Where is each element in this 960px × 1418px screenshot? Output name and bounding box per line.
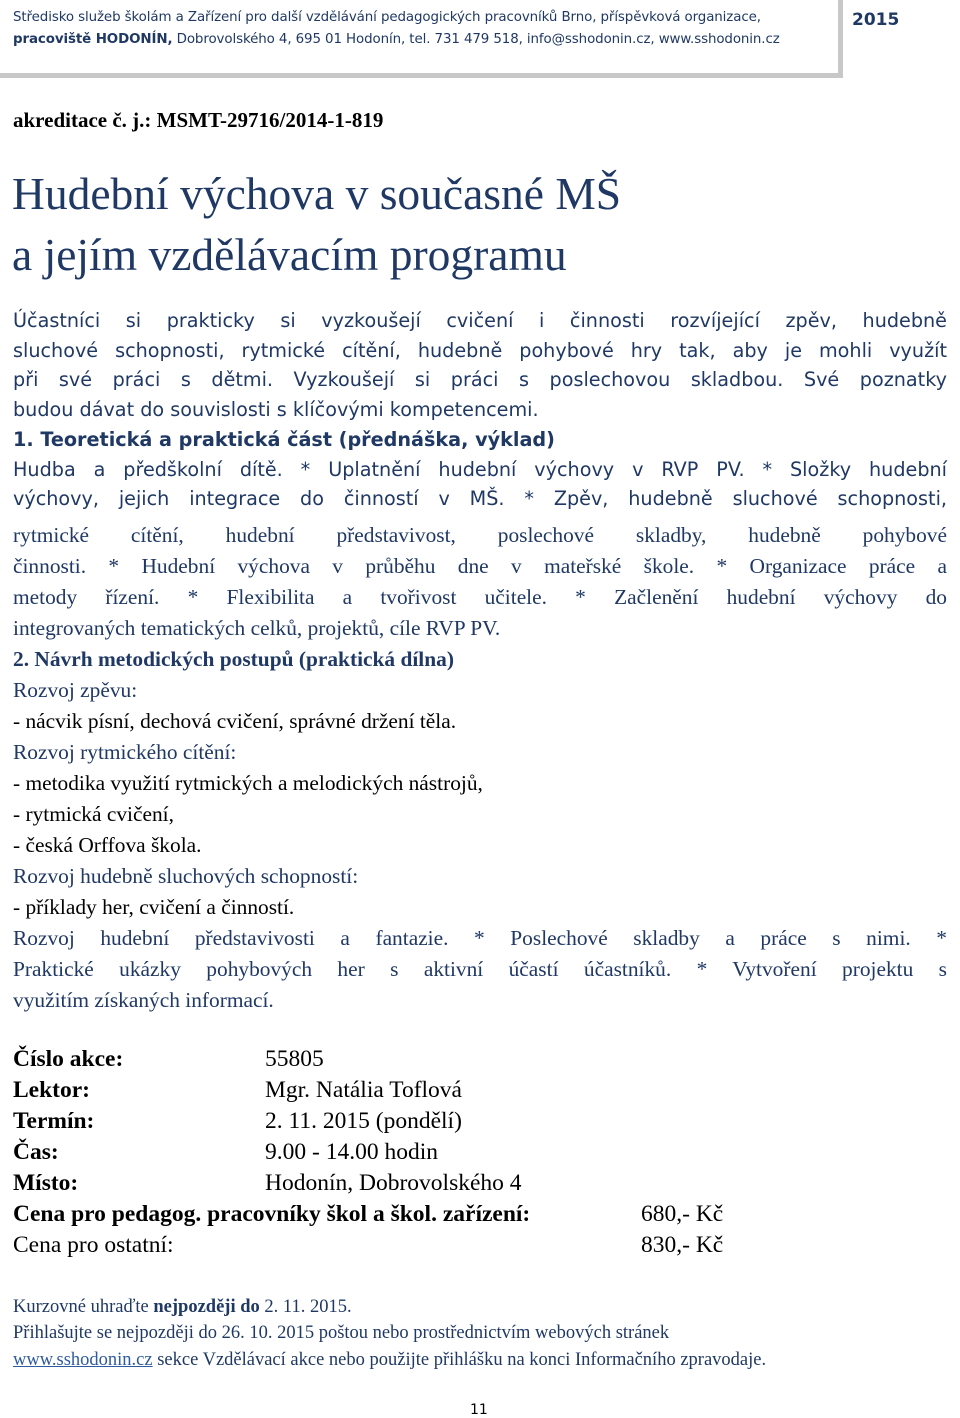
description-line: budou dávat do souvislosti s klíčovými kompetencemi.	[13, 398, 539, 422]
section2-point: - rytmická cvičení,	[13, 802, 174, 826]
payment-prefix: Kurzovné uhraďte	[13, 1297, 154, 1317]
course-time: 9.00 - 14.00 hodin	[265, 1139, 438, 1165]
title-line: Hudební výchova v současné MŠ	[12, 168, 622, 219]
header-address: Dobrovolského 4, 695 01 Hodonín, tel. 731 479 518, info@sshodonin.cz, www.sshodonin.cz	[172, 32, 780, 47]
payment-date: 2. 11. 2015.	[259, 1297, 352, 1317]
section2-label: Rozvoj zpěvu:	[13, 678, 138, 702]
signup-link-line	[13, 1349, 766, 1372]
page-title	[12, 163, 621, 285]
header-divider	[838, 0, 843, 78]
section2-heading: 2. Návrh metodických postupů (praktická dílna)	[13, 647, 454, 671]
signup-instructions: sekce Vzdělávací akce nebo použijte přihlášku na konci Informačního zpravodaje.	[152, 1350, 767, 1370]
section2-closing-line: využitím získaných informací.	[13, 988, 274, 1012]
description-line: při své práci s dětmi. Vyzkoušejí si práci s poslechovou skladbou. Své poznatky	[13, 368, 947, 392]
section1-line: integrovaných tematických celků, projektů, cíle RVP PV.	[13, 616, 501, 640]
course-place: Hodonín, Dobrovolského 4	[265, 1170, 522, 1196]
section2-label: Rozvoj hudebně sluchových schopností:	[13, 864, 359, 888]
section1-line: výchovy, jejich integrace do činností v MŠ. * Zpěv, hudebně sluchové schopnosti,	[13, 487, 947, 511]
header-year: 2015	[852, 10, 900, 30]
place-label: Místo:	[13, 1170, 79, 1196]
section1-line: Hudba a předškolní dítě. * Uplatnění hudební výchovy v RVP PV. * Složky hudební	[13, 457, 947, 481]
title-line: a jejím vzdělávacím programu	[12, 229, 567, 280]
time-label: Čas:	[13, 1139, 59, 1165]
header-organization: Středisko služeb školám a Zařízení pro další vzdělávání pedagogických pracovníků Brno, příspěvková organizace,	[13, 10, 761, 25]
section1-body	[13, 520, 947, 1016]
course-number-label: Číslo akce:	[13, 1046, 124, 1072]
section2-point: - metodika využití rytmických a melodických nástrojů,	[13, 771, 483, 795]
page-number: 11	[470, 1402, 488, 1418]
section1-line: rytmické cítění, hudební představivost, poslechové skladby, hudebně pohybové	[13, 523, 947, 547]
section1-heading: 1. Teoretická a praktická část (přednáška, výklad)	[13, 427, 555, 451]
website-link[interactable]: www.sshodonin.cz	[13, 1350, 153, 1370]
description-line: Účastníci si prakticky si vyzkoušejí cvičení i činnosti rozvíjející zpěv, hudebně	[13, 309, 947, 332]
header-branch: pracoviště HODONÍN,	[13, 32, 173, 47]
section2-point: - příklady her, cvičení a činností.	[13, 895, 295, 919]
section2-point: - česká Orffova škola.	[13, 833, 202, 857]
payment-deadline-label: nejpozději do	[153, 1297, 260, 1317]
description-line: sluchové schopnosti, rytmické cítění, hudebně pohybové hry tak, aby je mohli využít	[13, 338, 947, 362]
section2-closing-line: Praktické ukázky pohybových her s aktivní účastí účastníků. * Vytvoření projektu s	[13, 957, 947, 981]
course-description	[13, 306, 947, 514]
price-others: 830,- Kč	[641, 1232, 724, 1258]
price-pedagogues-label: Cena pro pedagog. pracovníky škol a škol. zařízení:	[13, 1201, 531, 1227]
lecturer-label: Lektor:	[13, 1077, 91, 1103]
section1-line: činnosti. * Hudební výchova v průběhu dne v mateřské škole. * Organizace práce a	[13, 554, 947, 578]
section2-label: Rozvoj rytmického cítění:	[13, 740, 237, 764]
page-header	[0, 0, 960, 80]
section1-line: metody řízení. * Flexibilita a tvořivost učitele. * Začlenění hudební výchovy do	[13, 585, 947, 609]
course-number: 55805	[265, 1046, 324, 1072]
section2-point: - nácvik písní, dechová cvičení, správné držení těla.	[13, 709, 457, 733]
header-rule	[0, 73, 840, 78]
section2-closing-line: Rozvoj hudební představivosti a fantazie. * Poslechové skladby a práce s nimi. *	[13, 926, 947, 950]
price-pedagogues: 680,- Kč	[641, 1201, 724, 1227]
lecturer-name: Mgr. Natália Toflová	[265, 1077, 462, 1103]
header-contact	[13, 32, 780, 47]
signup-note: Přihlašujte se nejpozději do 26. 10. 2015 poštou nebo prostřednictvím webových stránek	[13, 1323, 670, 1343]
price-others-label: Cena pro ostatní:	[13, 1232, 174, 1258]
date-label: Termín:	[13, 1108, 95, 1134]
payment-note	[13, 1296, 352, 1319]
course-date: 2. 11. 2015 (pondělí)	[265, 1108, 462, 1134]
accreditation-number: akreditace č. j.: MSMT-29716/2014-1-819	[13, 108, 384, 132]
